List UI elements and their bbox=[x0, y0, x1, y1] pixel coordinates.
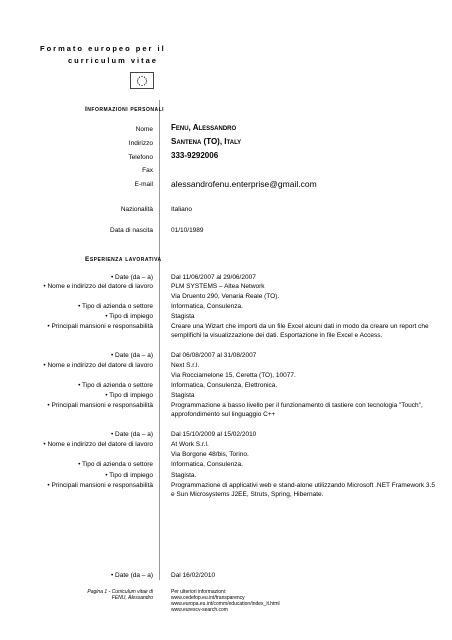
label-job: • Tipo di impiego bbox=[105, 313, 153, 320]
header-subtitle: curriculum vitae bbox=[68, 56, 158, 65]
label-job: • Tipo di impiego bbox=[105, 392, 153, 399]
label-duties: • Principali mansioni e responsabilità bbox=[47, 323, 153, 330]
footer-owner: FENU, Alessandro bbox=[111, 595, 153, 601]
label-job: • Tipo di impiego bbox=[105, 472, 153, 479]
job-type: Informatica, Consulenza. bbox=[171, 303, 243, 310]
label-phone: Telefono bbox=[128, 154, 153, 161]
label-email: E-mail bbox=[134, 181, 153, 188]
column-divider bbox=[159, 100, 160, 580]
label-employer: • Nome e indirizzo del datore di lavoro bbox=[43, 441, 153, 448]
label-duties: • Principali mansioni e responsabilità bbox=[47, 482, 153, 489]
value-email: alessandrofenu.enterprise@gmail.com bbox=[171, 179, 317, 189]
job-duties: Programmazione a basso livello per il funzionamento di tastiere con tecnologia "Touch", approfondimento sul linguaggio C++ bbox=[171, 402, 423, 418]
job-employer: Next S.r.l. bbox=[171, 362, 200, 369]
value-name: Fenu, Alessandro bbox=[171, 123, 237, 132]
section-personal-title: Informazioni personali bbox=[85, 106, 165, 113]
section-experience-title: Esperienza lavorativa bbox=[85, 256, 162, 263]
job-role: Stagista bbox=[171, 392, 195, 399]
footer-links bbox=[171, 589, 280, 613]
footer-link[interactable]: www.cedefop.eu.int/transparency bbox=[171, 595, 245, 601]
label-employer: • Nome e indirizzo del datore di lavoro bbox=[43, 362, 153, 369]
job-role: Stagista bbox=[171, 313, 195, 320]
label-birthdate: Data di nascita bbox=[110, 227, 153, 234]
job-duties: Programmazione di applicativi web e stand-alone utilizzando Microsoft .NET Framework 3.5 e Sun Microsystems J2EE, Struts, Spring, Hibernate. bbox=[171, 482, 435, 498]
job-employer: PLM SYSTEMS – Altea Network bbox=[171, 283, 265, 290]
footer-page-label: Pagina 1 - Curriculum vitae di bbox=[87, 589, 153, 595]
footer-info-label: Per ulteriori informazioni: bbox=[171, 589, 227, 595]
label-name: Nome bbox=[135, 126, 153, 133]
job-employer: At Work S.r.l. bbox=[171, 441, 209, 448]
label-date: • Date (da – a) bbox=[110, 274, 153, 281]
header-title: Formato europeo per il bbox=[40, 44, 166, 53]
footer-page-info bbox=[3, 589, 153, 601]
value-phone: 333-9292006 bbox=[171, 151, 219, 160]
job-date: Dal 16/02/2010 bbox=[171, 572, 216, 579]
value-nationality: Italiano bbox=[171, 206, 192, 213]
job-duties: Creare una Wizart che importi da un file Excel alcuni dati in modo da creare un report che semplifichi la visualizzazione dei dati. Esportazione in file Excel e Access. bbox=[171, 323, 429, 339]
job-role: Stagista. bbox=[171, 472, 197, 479]
label-nationality: Nazionalità bbox=[120, 206, 153, 213]
footer-link[interactable]: www.europa.eu.int/comm/education/index_it.html bbox=[171, 601, 280, 607]
value-address: Santena (TO), Italy bbox=[171, 137, 242, 146]
job-address: Via Druento 290, Venaria Reale (TO). bbox=[171, 293, 280, 300]
job-date: Dal 06/08/2007 al 31/08/2007 bbox=[171, 352, 257, 359]
label-type: • Tipo di azienda o settore bbox=[78, 382, 153, 389]
footer-link[interactable]: www.eurescv-search.com bbox=[171, 607, 228, 613]
label-date: • Date (da – a) bbox=[110, 352, 153, 359]
label-date: • Date (da – a) bbox=[110, 572, 153, 579]
value-birthdate: 01/10/1989 bbox=[171, 227, 204, 234]
label-employer: • Nome e indirizzo del datore di lavoro bbox=[43, 283, 153, 290]
job-date: Dal 11/06/2007 al 29/06/2007 bbox=[171, 274, 256, 281]
eu-flag-icon bbox=[130, 72, 154, 89]
job-date: Dal 15/10/2009 al 15/02/2010 bbox=[171, 431, 257, 438]
job-address: Via Rocciamelone 15, Ceretta (TO), 10077. bbox=[171, 372, 296, 379]
job-type: Informatica, Consulenza, Elettronica. bbox=[171, 382, 278, 389]
job-address: Via Borgone 48/bis, Torino. bbox=[171, 451, 249, 458]
label-fax: Fax bbox=[142, 167, 153, 174]
job-type: Informatica, Consulenza. bbox=[171, 461, 243, 468]
label-address: Indirizzo bbox=[128, 140, 153, 147]
label-type: • Tipo di azienda o settore bbox=[78, 461, 153, 468]
label-duties: • Principali mansioni e responsabilità bbox=[47, 402, 153, 409]
label-date: • Date (da – a) bbox=[110, 431, 153, 438]
label-type: • Tipo di azienda o settore bbox=[78, 303, 153, 310]
